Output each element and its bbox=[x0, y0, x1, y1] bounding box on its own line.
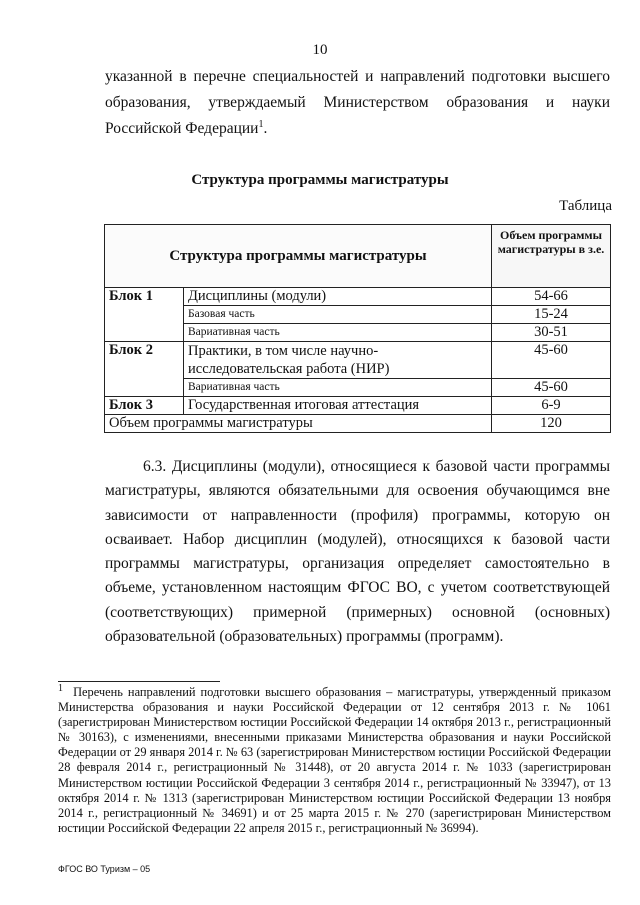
table-row bbox=[105, 397, 611, 415]
table-header-row bbox=[105, 225, 611, 288]
block3-title-value: 6-9 bbox=[492, 397, 611, 415]
intro-text: указанной в перечне специальностей и направлений подготовки высшего образования, утверждаемый Министерством образования и науки Российской Федерации bbox=[105, 68, 610, 137]
block2-title: Практики, в том числе научно-исследовательская работа (НИР) bbox=[184, 342, 492, 379]
footnote-reference[interactable]: 1 bbox=[258, 118, 264, 130]
table-row bbox=[105, 288, 611, 306]
intro-paragraph bbox=[105, 64, 610, 142]
footnote bbox=[58, 682, 612, 836]
block3-title: Государственная итоговая аттестация bbox=[184, 397, 492, 415]
header-structure: Структура программы магистратуры bbox=[105, 225, 492, 288]
footnote-text: Перечень направлений подготовки высшего образования – магистратуры, утвержденный приказом Министерства образования и науки Российской Федерации от 12 сентября 2013 г. № 1061 (зарегистрирован Министерством юстиции Российской Федерации 14 октября 2013 г., регистрационный № 30163), с изменениями, внесенными приказами Министерства образования и науки Российской Федерации от 29 января 2014 г. № 63 (зарегистрирован Министерством юстиции Российской Федерации 28 февраля 2014 г., регистрационный № 31448), от 20 августа 2014 г. № 1033 (зарегистрирован Министерством юстиции Российской Федерации 3 сентября 2014 г., регистрационный № 33947), от 13 октября 2014 г. № 1313 (зарегистрирован Министерством юстиции Российской Федерации 13 ноября 2014 г., регистрационный № 34691) и от 25 марта 2015 г. № 270 (зарегистрирован Министерством юстиции Российской Федерации 22 апреля 2015 г., регистрационный № 36994). bbox=[58, 685, 612, 835]
paragraph-6-3: 6.3. Дисциплины (модули), относящиеся к базовой части программы магистратуры, являются обязательными для освоения обучающимся вне зависимости от направленности (профиля) программы, которую он осваивает. Набор дисциплин (модулей), относящихся к базовой части программы магистратуры, организация определяет самостоятельно в объеме, установленном настоящим ФГОС ВО, с учетом соответствующей (соответствующих) примерной (примерных) основной (основных) образовательной (образовательных) программы (программ). bbox=[105, 458, 610, 646]
footnote-mark: 1 bbox=[58, 682, 63, 694]
table-row bbox=[105, 342, 611, 379]
table-total-row bbox=[105, 415, 611, 433]
table-label: Таблица bbox=[559, 198, 612, 214]
block1-title: Дисциплины (модули) bbox=[184, 288, 492, 306]
footnote-divider bbox=[58, 681, 220, 682]
block1-basic: Базовая часть bbox=[184, 306, 492, 324]
page-number: 10 bbox=[312, 42, 328, 58]
section-title: Структура программы магистратуры bbox=[191, 172, 449, 188]
block1-variable: Вариативная часть bbox=[184, 324, 492, 342]
program-structure-table bbox=[104, 224, 611, 433]
block2-name: Блок 2 bbox=[105, 342, 184, 397]
total-value: 120 bbox=[492, 415, 611, 433]
block1-variable-value: 30-51 bbox=[492, 324, 611, 342]
block1-title-value: 54-66 bbox=[492, 288, 611, 306]
block1-basic-value: 15-24 bbox=[492, 306, 611, 324]
intro-end: . bbox=[263, 120, 268, 137]
block2-variable-value: 45-60 bbox=[492, 379, 611, 397]
page-footer: ФГОС ВО Туризм – 05 bbox=[58, 864, 151, 874]
total-label: Объем программы магистратуры bbox=[105, 415, 492, 433]
block2-variable: Вариативная часть bbox=[184, 379, 492, 397]
block1-name: Блок 1 bbox=[105, 288, 184, 342]
block2-title-value: 45-60 bbox=[492, 342, 611, 379]
block3-name: Блок 3 bbox=[105, 397, 184, 415]
header-volume: Объем программы магистратуры в з.е. bbox=[492, 225, 611, 288]
